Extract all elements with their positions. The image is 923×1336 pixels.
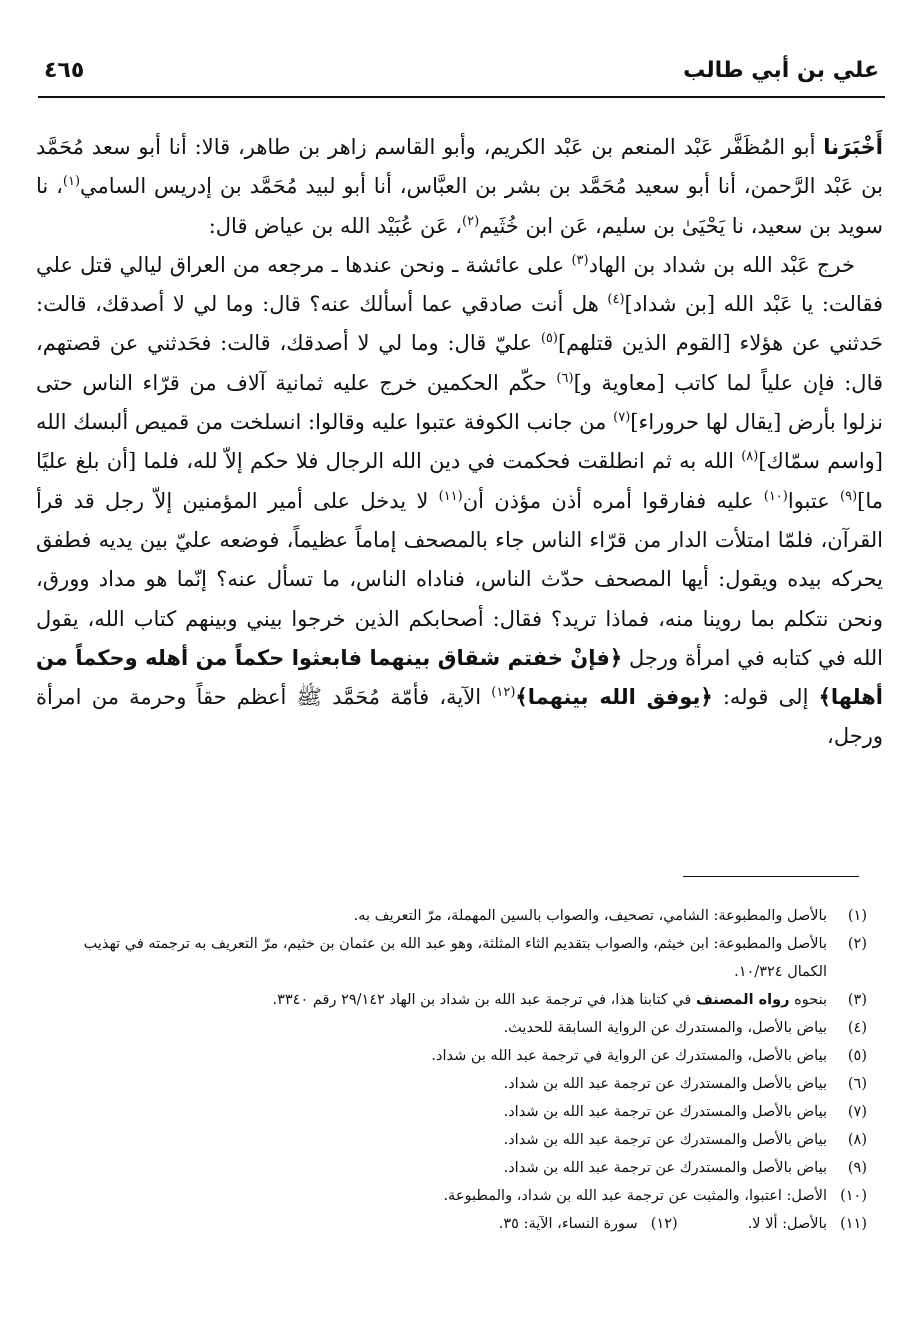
footnote-text [60,986,827,1014]
footnote-number: (١٠) [840,1188,867,1204]
footnote [60,902,867,930]
footnote-number: (٩) [847,1160,867,1176]
footnote-ref: (٤) [607,292,625,308]
text-run: ، عَن عُبَيْد الله بن عياض قال: [208,213,462,238]
footnote [60,1154,867,1182]
text-run: على عائشة ـ ونحن عندها ـ مرجعه من العراق ليالي قتل علي فقالت: يا عَبْد الله [بن شداد] [36,252,883,317]
footnote-number: (١) [847,908,867,924]
footnote-inline [499,1210,678,1238]
footnote-ref: (١١) [438,488,463,504]
main-text [36,128,883,757]
text-run: هل أنت صادقي عما أسألك عنه؟ قال: وما لي لا أصدقك، قالت: حَدثني عن هؤلاء [القوم الذين قتلهم] [36,292,883,356]
text-run: بنحوه [789,992,827,1008]
footnote-ref: (١) [62,174,81,190]
footnote-ref: (٨) [741,449,759,465]
footnote-text: بياض بالأصل والمستدرك عن ترجمة عبد الله بن شداد. [503,1104,827,1120]
footnotes [60,902,867,1238]
text-run-bold: رواه المصنف [695,992,790,1008]
text-run: عليّ قال: وما لي لا أصدقك، قالت: فحَدثني عن قصتهم، قال: فإن علياً لما كاتب [معاوية و] [36,331,884,395]
footnote-number: (٢) [847,936,867,952]
footnote-text: بياض بالأصل والمستدرك عن ترجمة عبد الله بن شداد. [503,1076,827,1092]
footnote-number: (٦) [847,1076,867,1092]
footnote-ref: (٣) [571,252,589,268]
footnote-ref: (٩) [840,488,858,504]
footnote-number: (٤) [847,1020,867,1036]
running-header [38,58,885,98]
text-run: ، نا سويد بن سعيد، نا يَحْيَىٰ بن سليم، عَن ابن خُثَيم [36,174,883,238]
footnote [60,1042,867,1070]
paragraph-matn [36,246,883,757]
footnote-number: (٥) [847,1048,867,1064]
footnote-text: بياض بالأصل والمستدرك عن ترجمة عبد الله بن شداد. [503,1160,827,1176]
footnote-text-row [60,1210,827,1238]
footnote [60,986,867,1014]
footnote-number: (٣) [847,992,867,1008]
footnote-ref: (١٠) [763,488,788,504]
text-run: الآية، فأمّة مُحَمَّد ﷺ أعظم حقاً وحرمة من امرأة ورجل، [36,685,883,749]
footnote-text: بالأصل: ألا لا. [747,1216,827,1232]
footnote-text: بياض بالأصل والمستدرك عن ترجمة عبد الله بن شداد. [503,1132,827,1148]
text-run: الله به ثم انطلقت فحكمت في دين الله الرجال فلا حكم إلاّ لله، فلما [أن بلغ عليًا ما] [36,449,883,513]
text-run: حكّم الحكمين خرج عليه ثمانية آلاف من قرّاء الناس حتى نزلوا بأرض [يقال لها حروراء] [36,370,883,435]
footnote-text: سورة النساء، الآية: ٣٥. [498,1216,638,1232]
footnote-ref: (٦) [556,370,574,386]
text-run: في كتابنا هذا، في ترجمة عبد الله بن شداد بن الهاد ٢٩/١٤٢ رقم ٣٣٤٠. [272,992,696,1008]
footnote-text: بالأصل والمطبوعة: الشامي، تصحيف، والصواب بالسين المهملة، مرّ التعريف به. [353,908,827,924]
footnote-ref: (٧) [613,410,631,426]
footnote [60,1014,867,1042]
text-run: إلى قوله: [712,685,819,710]
running-title: علي بن أبي طالب [683,58,879,83]
footnote-text: بياض بالأصل، والمستدرك عن الرواية السابقة للحديث. [503,1020,827,1036]
text-run: عليه ففارقوا أمره أذن مؤذن أن [462,488,764,513]
footnote [60,1070,867,1098]
lead-word: أَخْبَرَنا [823,135,883,159]
footnote-ref: (٢) [462,213,480,229]
footnote [60,1098,867,1126]
footnote-number: (٨) [847,1132,867,1148]
text-run: من جانب الكوفة عتبوا عليه وقالوا: انسلخت من قميص ألبسك الله [واسم سمّاك] [36,410,883,474]
footnote [60,1210,867,1238]
text-run: خرج عَبْد الله بن شداد بن الهاد [588,252,855,277]
footnote-ref: (٥) [540,331,558,347]
footnote-ref: (١٢) [491,685,516,701]
footnote [60,1126,867,1154]
footnote-number: (١١) [840,1216,867,1232]
quran-quote: ﴿يوفق الله بينهما﴾ [515,685,713,710]
footnote [60,1182,867,1210]
footnote-number: (١٢) [650,1216,678,1232]
footnote-number: (٧) [847,1104,867,1120]
footnote [60,930,867,986]
text-run: أبو المُظَفَّر عَبْد المنعم بن عَبْد الكريم، وأبو القاسم زاهر بن طاهر، قالا: أنا أبو سعد مُحَمَّد بن عَبْد الرَّحمن، أنا أبو سعيد مُحَمَّد بن بشر بن العبَّاس، أنا أبو لبيد مُحَمَّد بن إدريس السامي [36,135,883,199]
text-run: لا يدخل على أمير المؤمنين إلاّ رجل قد قرأ القرآن، فلمّا امتلأت الدار من قرّاء الناس جاء بالمصحف إماماً عظيماً، فوضعه عليّ بين يديه فطفق يحركه بيده ويقول: أيها المصحف حدّث الناس، فناداه الناس، ما تسأل عنه؟ إنّما هو مداد وورق، ونحن نتكلم بما روينا منه، فماذا تريد؟ فقال: أصحابكم الذين خرجوا بيني وبينهم كتاب الله، يقول الله في كتابه في امرأة ورجل [36,488,884,670]
paragraph-isnad [36,128,883,246]
footnote-divider [683,876,859,877]
page-number: ٤٦٥ [44,58,85,83]
footnote-text: بياض بالأصل، والمستدرك عن الرواية في ترجمة عبد الله بن شداد. [431,1048,827,1064]
text-run: عتبوا [787,488,841,513]
quran-quote: ﴿فإنْ خفتم شقاق بينهما فابعثوا حكماً من أهله وحكماً من أهلها﴾ [36,645,883,710]
footnote-text: بالأصل والمطبوعة: ابن خيثم، والصواب بتقديم الثاء المثلثة، وهو عبد الله بن عثمان بن خثيم، مرّ التعريف به ترجمته في تهذيب الكمال ١٠/٣٢٤. [83,936,827,980]
footnote-text: الأصل: اعتبوا، والمثبت عن ترجمة عبد الله بن شداد، والمطبوعة. [443,1188,827,1204]
